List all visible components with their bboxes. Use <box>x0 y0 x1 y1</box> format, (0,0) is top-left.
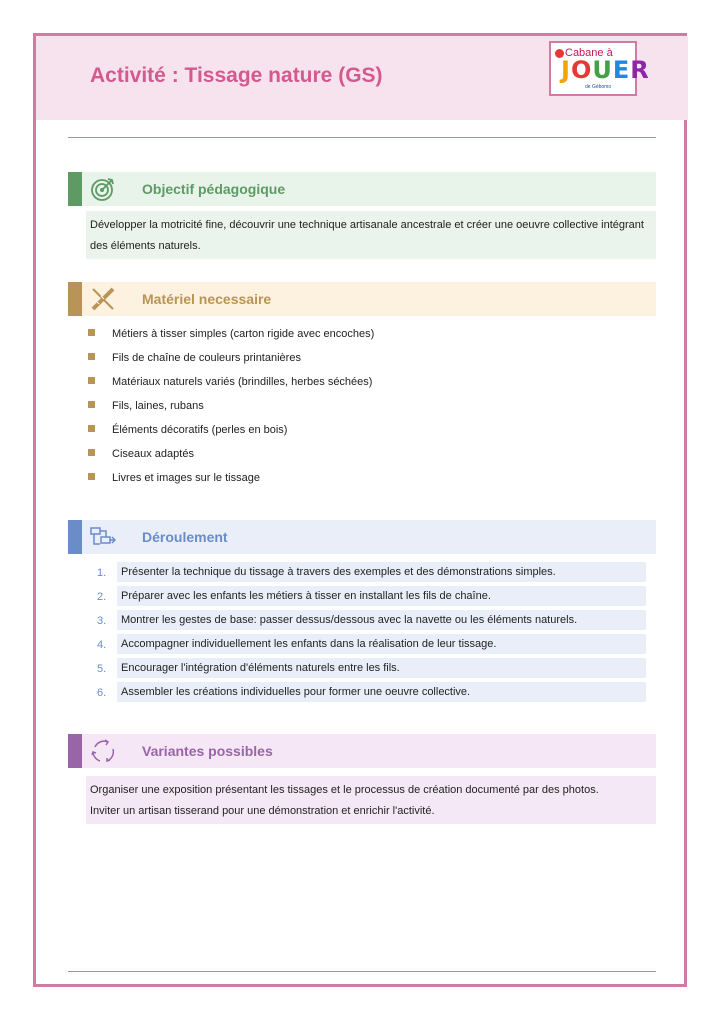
bullet-square-icon <box>88 449 95 456</box>
list-item: Fils de chaîne de couleurs printanières <box>88 351 301 365</box>
cycle-arrows-icon <box>90 738 116 764</box>
variantes-text <box>86 776 656 824</box>
brand-logo <box>549 41 650 96</box>
section-header-deroulement <box>68 520 656 554</box>
bullet-square-icon <box>88 377 95 384</box>
list-item: Fils, laines, rubans <box>88 399 204 413</box>
section-title-materiel: Matériel necessaire <box>142 291 272 307</box>
section-title-objectif: Objectif pédagogique <box>142 181 286 197</box>
section-bar <box>68 734 82 768</box>
divider-bottom <box>68 971 656 972</box>
section-header-variantes <box>68 734 656 768</box>
list-item: Livres et images sur le tissage <box>88 471 260 485</box>
bullet-square-icon <box>88 329 95 336</box>
list-item: Éléments décoratifs (perles en bois) <box>88 423 287 437</box>
flow-steps-icon <box>90 524 116 550</box>
list-item: Ciseaux adaptés <box>88 447 194 461</box>
bullet-square-icon <box>88 425 95 432</box>
bullet-square-icon <box>88 473 95 480</box>
objectif-text: Développer la motricité fine, découvrir une technique artisanale ancestrale et créer une oeuvre collective intégrant des éléments naturels. <box>86 211 656 259</box>
divider-top <box>68 137 656 138</box>
section-header-materiel <box>68 282 656 316</box>
target-icon <box>90 176 116 202</box>
bullet-square-icon <box>88 401 95 408</box>
section-title-deroulement: Déroulement <box>142 529 228 545</box>
variantes-line: Organiser une exposition présentant les tissages et le processus de création documenté par des photos. <box>90 784 599 796</box>
page-title: Activité : Tissage nature (GS) <box>90 64 383 87</box>
bullet-square-icon <box>88 353 95 360</box>
section-bar <box>68 172 82 206</box>
section-title-variantes: Variantes possibles <box>142 743 273 759</box>
logo-top-text: Cabane à <box>565 47 613 59</box>
logo-main-text: JOUER <box>561 56 650 84</box>
logo-sub-text: de Gébomo <box>585 84 612 90</box>
variantes-line: Inviter un artisan tisserand pour une démonstration et enrichir l'activité. <box>90 805 435 817</box>
list-item: Matériaux naturels variés (brindilles, herbes séchées) <box>88 375 372 389</box>
section-header-objectif <box>68 172 656 206</box>
section-bar <box>68 520 82 554</box>
section-bar <box>68 282 82 316</box>
ruler-pencil-icon <box>90 286 116 312</box>
list-item: Métiers à tisser simples (carton rigide avec encoches) <box>88 327 374 341</box>
